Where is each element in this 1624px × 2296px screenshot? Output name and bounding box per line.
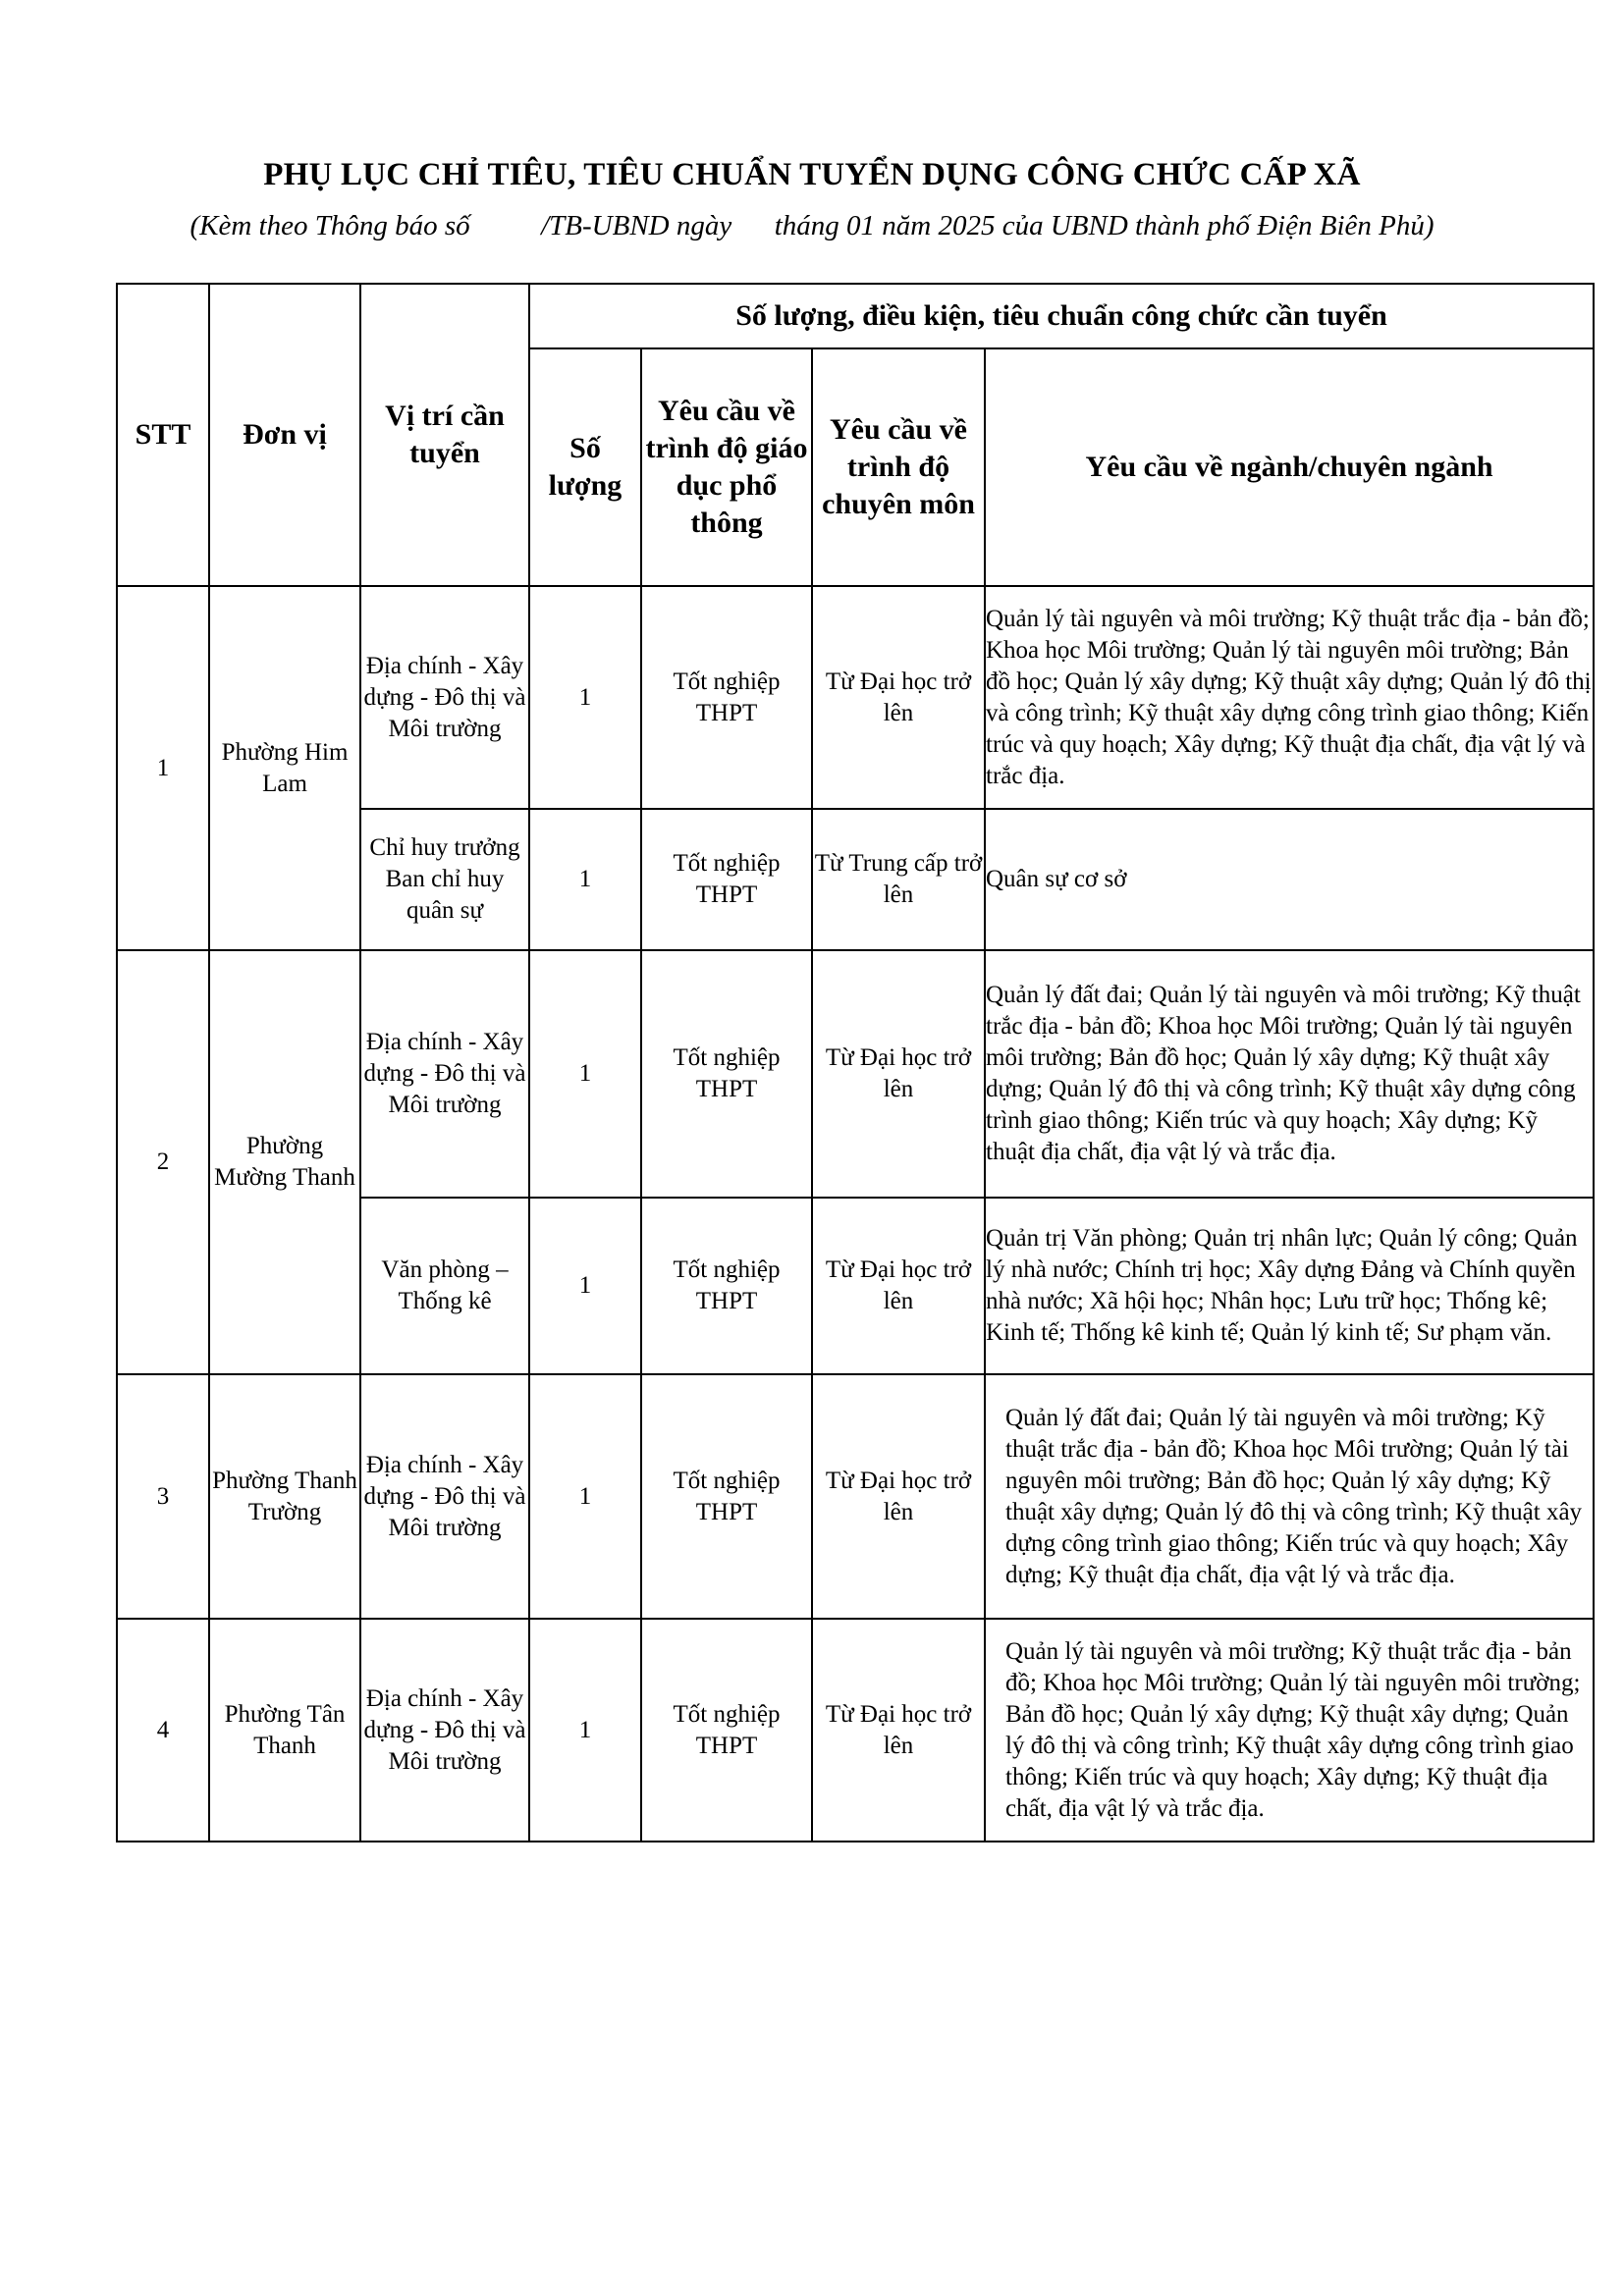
cell-position: Địa chính - Xây dựng - Đô thị và Môi trường: [360, 1374, 529, 1619]
cell-position: Văn phòng – Thống kê: [360, 1198, 529, 1374]
cell-quantity: 1: [529, 586, 641, 809]
cell-general-edu: Tốt nghiệp THPT: [641, 950, 812, 1198]
table-row: [117, 1374, 1594, 1619]
table-row: [117, 950, 1594, 1198]
document-title: PHỤ LỤC CHỈ TIÊU, TIÊU CHUẨN TUYỂN DỤNG CÔNG CHỨC CẤP XÃ: [263, 157, 1361, 192]
cell-major: Quản lý tài nguyên và môi trường; Kỹ thuật trắc địa - bản đồ; Khoa học Môi trường; Quản lý tài nguyên môi trường; Bản đồ học; Quản lý xây dựng; Kỹ thuật xây dựng; Quản lý đô thị và công trình; Kỹ thuật xây dựng công trình giao thông; Kiến trúc và quy hoạch; Xây dựng; Kỹ thuật địa chất, địa vật lý và trắc địa.: [985, 586, 1594, 809]
header-row-top: [117, 284, 1594, 348]
table-row: [117, 1619, 1594, 1842]
cell-major: Quản lý tài nguyên và môi trường; Kỹ thuật trắc địa - bản đồ; Khoa học Môi trường; Quản lý tài nguyên môi trường; Bản đồ học; Quản lý xây dựng; Kỹ thuật xây dựng; Quản lý đô thị và công trình; Kỹ thuật xây dựng công trình giao thông; Kiến trúc và quy hoạch; Xây dựng; Kỹ thuật địa chất, địa vật lý và trắc địa.: [985, 1619, 1594, 1842]
cell-stt: 2: [117, 950, 209, 1374]
cell-stt: 3: [117, 1374, 209, 1619]
cell-position: Chỉ huy trưởng Ban chỉ huy quân sự: [360, 809, 529, 950]
cell-major: Quân sự cơ sở: [985, 809, 1594, 950]
header-unit: Đơn vị: [209, 284, 360, 586]
header-professional: Yêu cầu về trình độ chuyên môn: [812, 348, 985, 586]
table-row: [117, 586, 1594, 809]
cell-professional: Từ Đại học trở lên: [812, 1619, 985, 1842]
cell-major: Quản lý đất đai; Quản lý tài nguyên và môi trường; Kỹ thuật trắc địa - bản đồ; Khoa học Môi trường; Quản lý tài nguyên môi trường; Bản đồ học; Quản lý xây dựng; Kỹ thuật xây dựng; Quản lý đô thị và công trình; Kỹ thuật xây dựng công trình giao thông; Kiến trúc và quy hoạch; Xây dựng; Kỹ thuật địa chất, địa vật lý và trắc địa.: [985, 1374, 1594, 1619]
cell-general-edu: Tốt nghiệp THPT: [641, 1374, 812, 1619]
cell-professional: Từ Đại học trở lên: [812, 586, 985, 809]
header-quantity: Số lượng: [529, 348, 641, 586]
cell-quantity: 1: [529, 809, 641, 950]
recruitment-table: [116, 283, 1595, 1842]
cell-general-edu: Tốt nghiệp THPT: [641, 809, 812, 950]
cell-professional: Từ Đại học trở lên: [812, 950, 985, 1198]
cell-quantity: 1: [529, 950, 641, 1198]
cell-major: Quản lý đất đai; Quản lý tài nguyên và môi trường; Kỹ thuật trắc địa - bản đồ; Khoa học Môi trường; Quản lý tài nguyên môi trường; Bản đồ học; Quản lý xây dựng; Kỹ thuật xây dựng; Quản lý đô thị và công trình; Kỹ thuật xây dựng công trình giao thông; Kiến trúc và quy hoạch; Xây dựng; Kỹ thuật địa chất, địa vật lý và trắc địa.: [985, 950, 1594, 1198]
cell-quantity: 1: [529, 1374, 641, 1619]
cell-quantity: 1: [529, 1198, 641, 1374]
cell-stt: 1: [117, 586, 209, 950]
document-subtitle: (Kèm theo Thông báo số /TB-UBND ngày tháng 01 năm 2025 của UBND thành phố Điện Biên Phủ): [189, 210, 1435, 241]
cell-position: Địa chính - Xây dựng - Đô thị và Môi trường: [360, 950, 529, 1198]
header-major: Yêu cầu về ngành/chuyên ngành: [985, 348, 1594, 586]
cell-general-edu: Tốt nghiệp THPT: [641, 1198, 812, 1374]
cell-professional: Từ Trung cấp trở lên: [812, 809, 985, 950]
cell-quantity: 1: [529, 1619, 641, 1842]
cell-position: Địa chính - Xây dựng - Đô thị và Môi trường: [360, 1619, 529, 1842]
header-group: Số lượng, điều kiện, tiêu chuẩn công chức cần tuyển: [529, 284, 1594, 348]
header-position: Vị trí cần tuyển: [360, 284, 529, 586]
cell-unit: Phường Him Lam: [209, 586, 360, 950]
cell-general-edu: Tốt nghiệp THPT: [641, 586, 812, 809]
cell-unit: Phường Tân Thanh: [209, 1619, 360, 1842]
cell-unit: Phường Thanh Trường: [209, 1374, 360, 1619]
cell-professional: Từ Đại học trở lên: [812, 1198, 985, 1374]
cell-stt: 4: [117, 1619, 209, 1842]
cell-unit: Phường Mường Thanh: [209, 950, 360, 1374]
cell-major: Quản trị Văn phòng; Quản trị nhân lực; Quản lý công; Quản lý nhà nước; Chính trị học; Xây dựng Đảng và Chính quyền nhà nước; Xã hội học; Nhân học; Lưu trữ học; Thống kê; Kinh tế; Thống kê kinh tế; Quản lý kinh tế; Sư phạm văn.: [985, 1198, 1594, 1374]
cell-professional: Từ Đại học trở lên: [812, 1374, 985, 1619]
header-general-edu: Yêu cầu về trình độ giáo dục phổ thông: [641, 348, 812, 586]
cell-general-edu: Tốt nghiệp THPT: [641, 1619, 812, 1842]
header-stt: STT: [117, 284, 209, 586]
cell-position: Địa chính - Xây dựng - Đô thị và Môi trường: [360, 586, 529, 809]
